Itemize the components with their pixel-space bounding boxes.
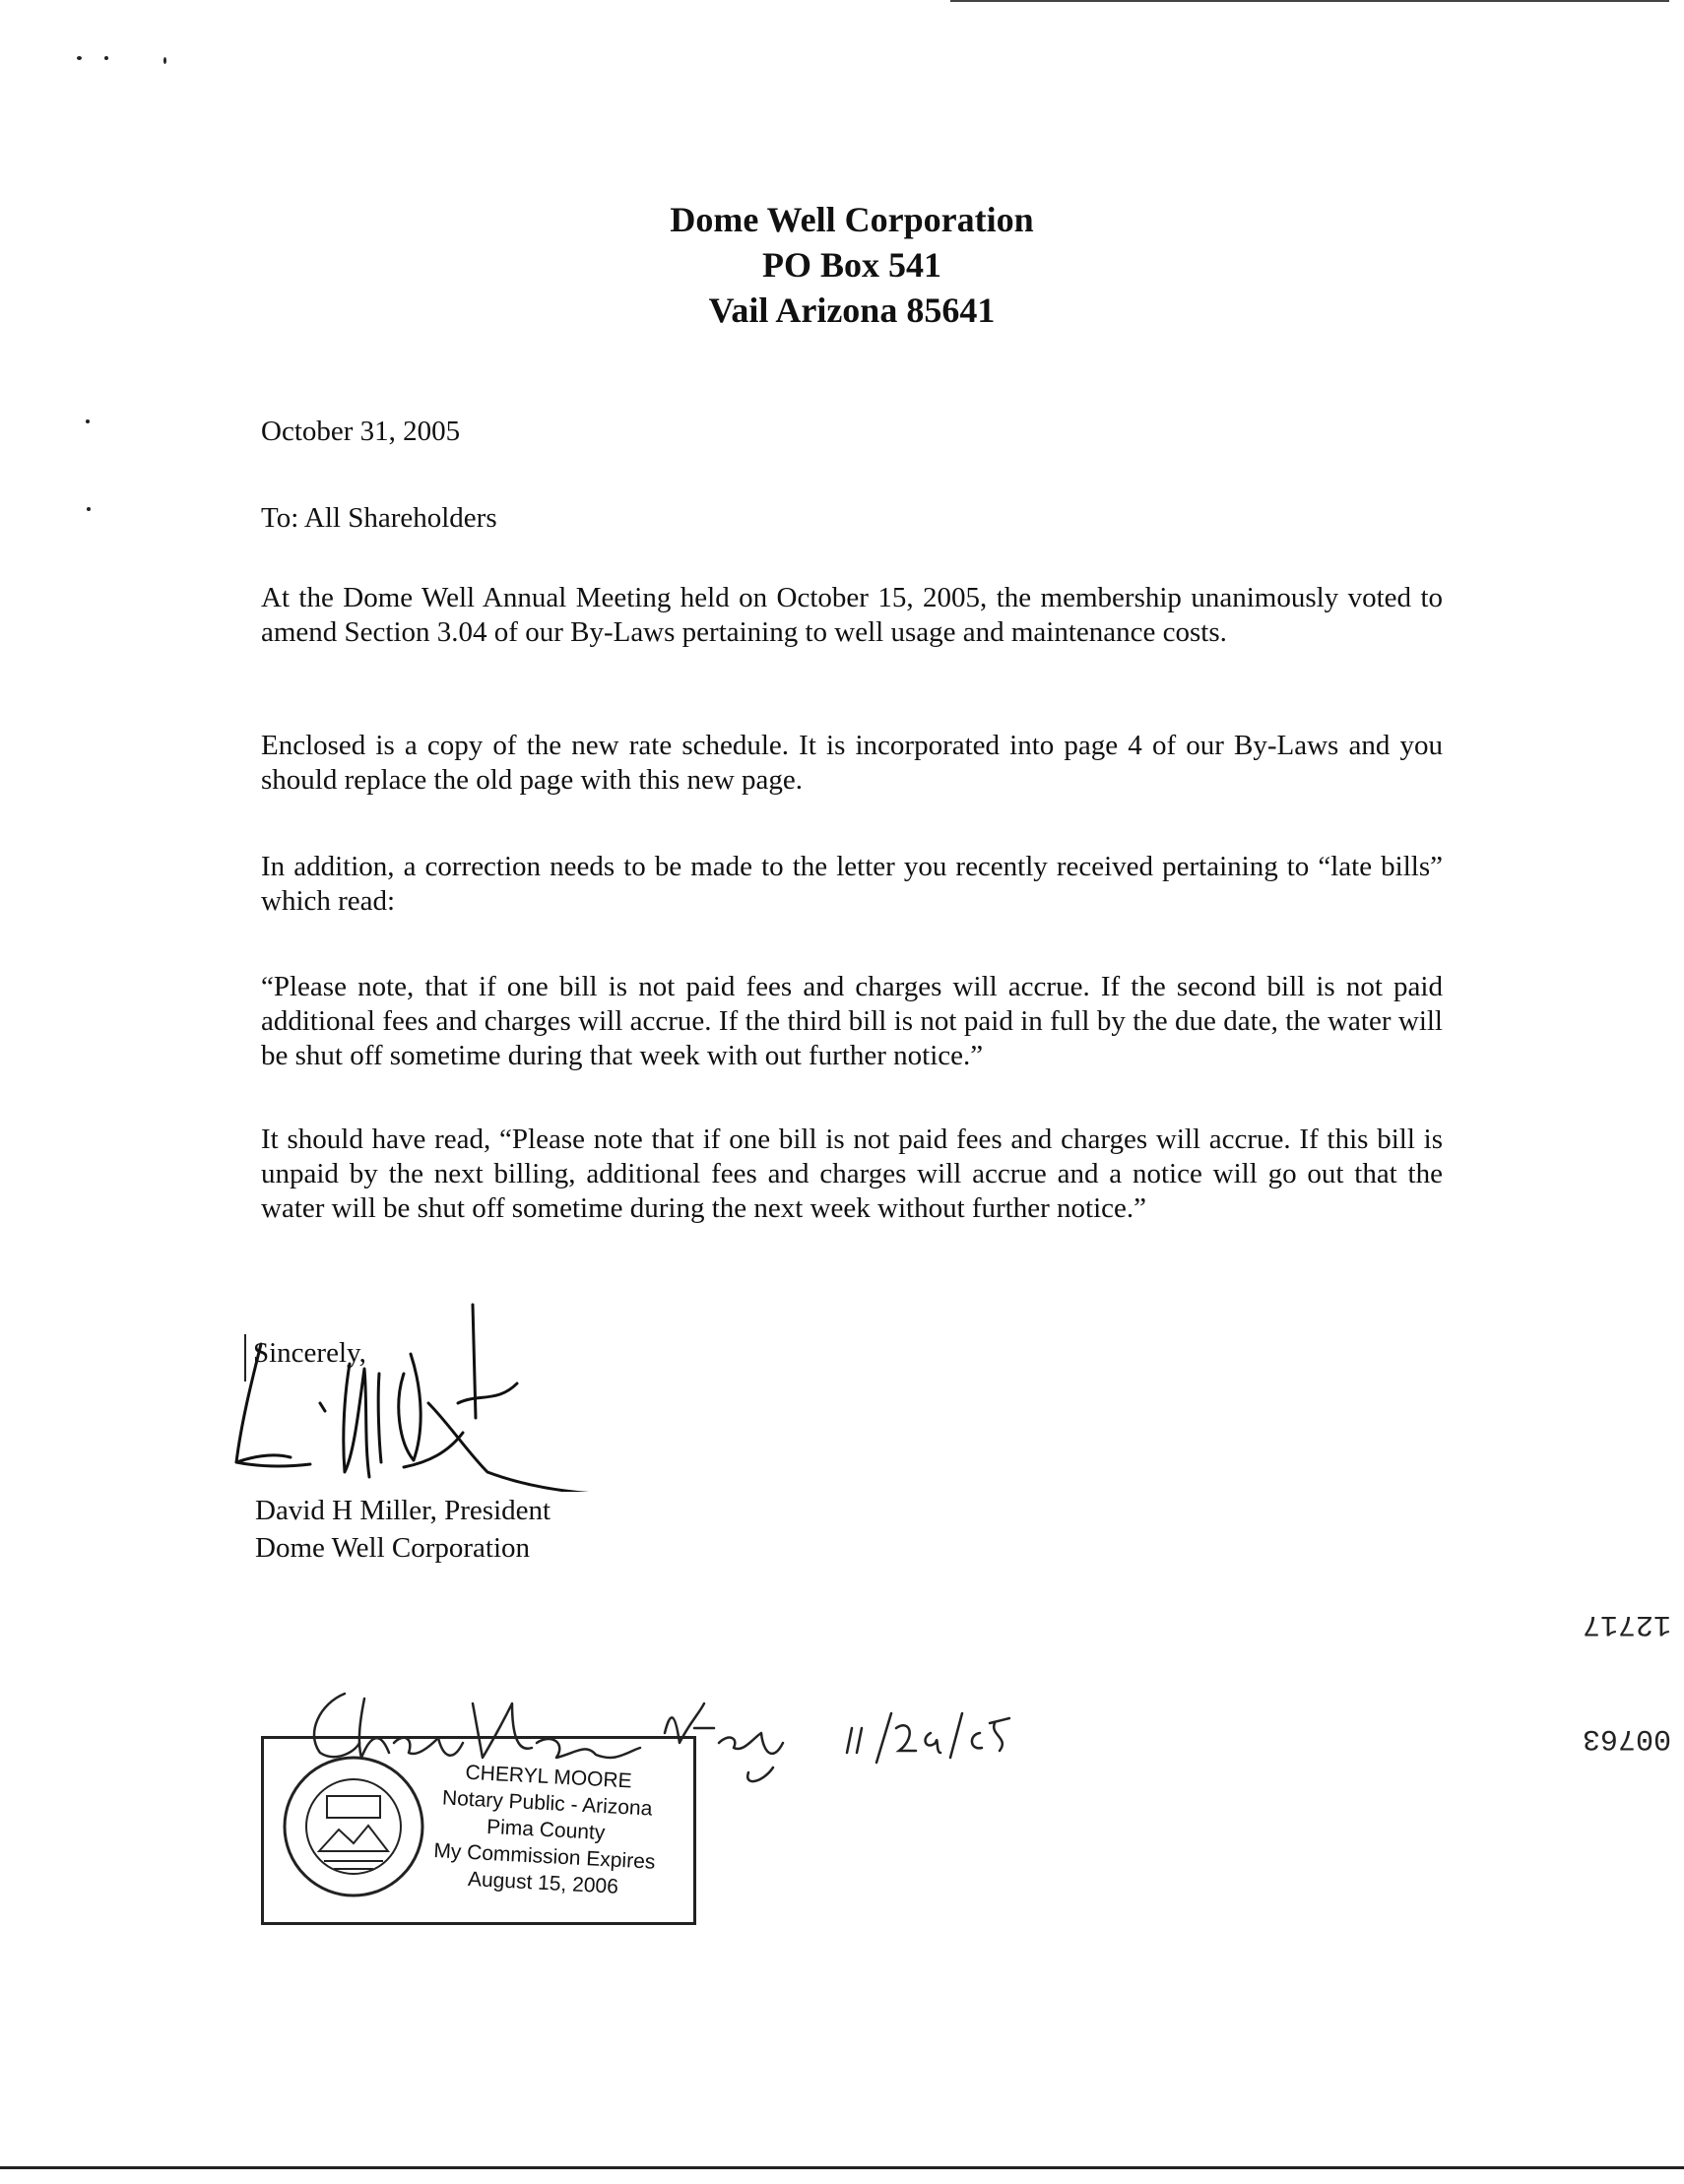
company-name: Dome Well Corporation xyxy=(670,200,1034,239)
scan-edge-line xyxy=(0,2166,1684,2169)
scan-edge-line xyxy=(950,0,1669,2)
signature xyxy=(231,1285,606,1492)
bates-second xyxy=(1582,1721,1672,1764)
paragraph-correction: In addition, a correction needs to be made to the letter you recently received pertaining to “late bills” which read: xyxy=(261,851,1443,917)
scan-speck xyxy=(163,57,166,64)
scan-speck xyxy=(104,56,108,60)
signer-name: David H Miller, President xyxy=(255,1495,551,1526)
notary-county: Pima County xyxy=(486,1815,606,1845)
bates-first-text: 12717 xyxy=(1582,1607,1672,1641)
paragraph-rate-schedule: Enclosed is a copy of the new rate schedule. It is incorporated into page 4 of our By-Laws and you should replace the old page with this new page. xyxy=(261,730,1443,796)
po-box: PO Box 541 xyxy=(761,245,941,285)
bates-second-text: 00763 xyxy=(1582,1721,1672,1756)
notary-title: Notary Public - Arizona xyxy=(441,1786,653,1821)
paragraph-corrected-quote: It should have read, “Please note that if one bill is not paid fees and charges will accrue. If this bill is unpaid by the next billing, additional fees and charges will accrue and a notice will go out that the water will be shut off sometime during the next week without further notice.” xyxy=(261,1124,1443,1224)
bates-first xyxy=(1582,1607,1672,1649)
letterhead xyxy=(547,197,1157,333)
signer-organization: Dome Well Corporation xyxy=(255,1532,531,1564)
scan-speck xyxy=(77,56,82,60)
notary-commission: My Commission Expires xyxy=(432,1839,656,1874)
paragraph-original-quote: “Please note, that if one bill is not paid fees and charges will accrue. If the second bill is not paid additional fees and charges will accrue. If the third bill is not paid in full by the due date, the water will be shut off sometime during that week with out further notice.” xyxy=(261,971,1443,1071)
signer-block xyxy=(255,1492,551,1567)
city-line: Vail Arizona 85641 xyxy=(708,290,996,330)
notary-name: CHERYL MOORE xyxy=(465,1761,633,1793)
scan-speck xyxy=(86,419,90,423)
paragraph-amendment: At the Dome Well Annual Meeting held on October 15, 2005, the membership unanimously voted to amend Section 3.04 of our By-Laws pertaining to well usage and maintenance costs. xyxy=(261,582,1443,648)
bates-number xyxy=(1582,1585,1672,1788)
notary-expiry: August 15, 2006 xyxy=(467,1867,619,1898)
closing: Sincerely, xyxy=(253,1337,366,1369)
notary-handwritten-signature xyxy=(300,1674,1029,1792)
salutation: To: All Shareholders xyxy=(261,502,497,534)
scan-speck xyxy=(87,507,91,511)
letter-date: October 31, 2005 xyxy=(261,416,461,447)
